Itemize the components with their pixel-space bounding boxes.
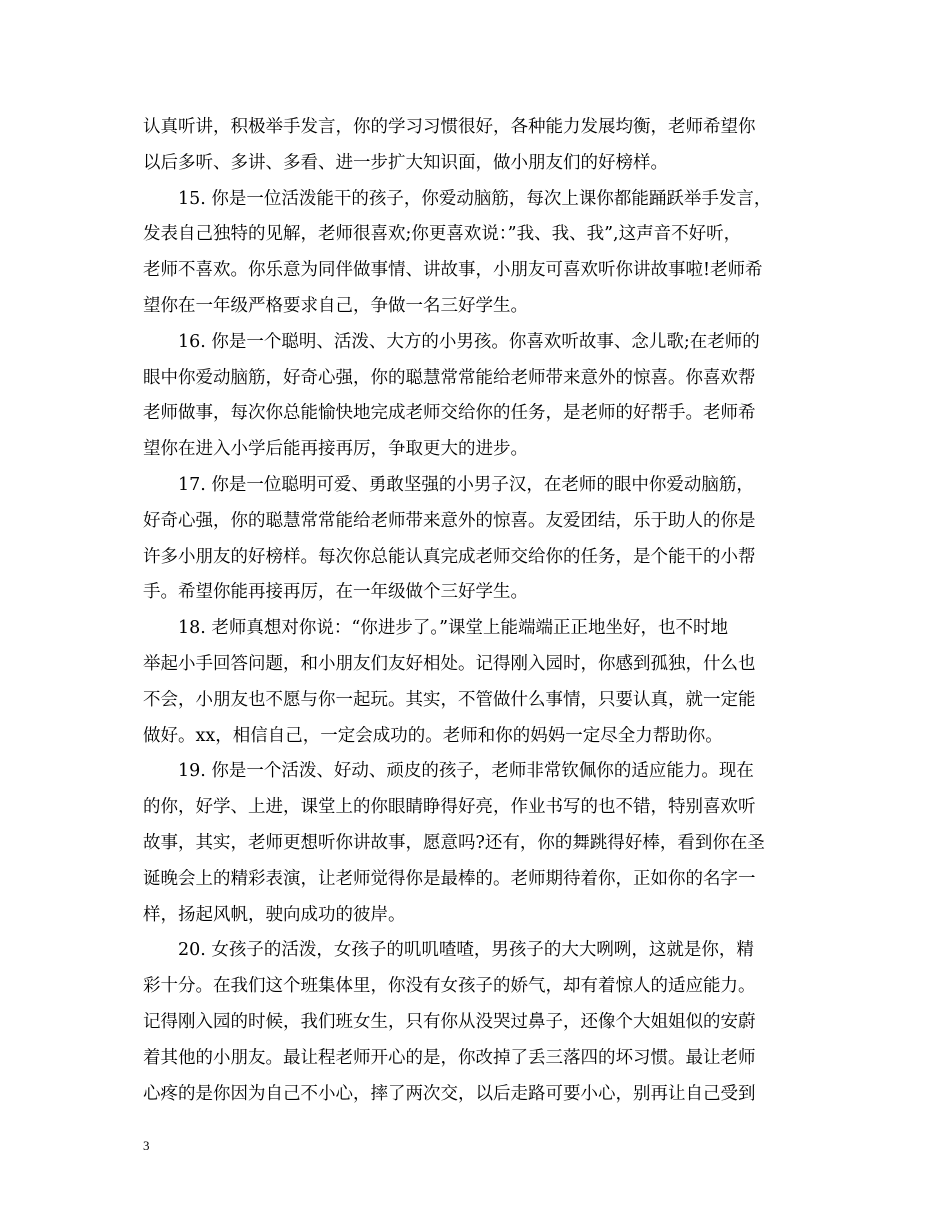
- text-line: 16. 你是一个聪明、活泼、大方的小男孩。你喜欢听故事、念儿歌;在老师的: [178, 331, 760, 352]
- text-line: 记得刚入园的时候，我们班女生，只有你从没哭过鼻子，还像个大姐姐似的安蔚: [143, 1011, 756, 1032]
- page-number: 3: [143, 1138, 150, 1153]
- paragraph-17: [143, 468, 808, 611]
- paragraph-19: [143, 754, 808, 933]
- text-line: 手。希望你能再接再厉，在一年级做个三好学生。: [143, 582, 528, 603]
- text-line: 18. 老师真想对你说：“你进步了。”课堂上能端端正正地坐好，也不时地: [178, 618, 729, 639]
- text-line: 19. 你是一个活泼、好动、顽皮的孩子，老师非常钦佩你的适应能力。现在: [178, 761, 754, 782]
- text-line: 老师做事，每次你总能愉快地完成老师交给你的任务，是老师的好帮手。老师希: [143, 403, 756, 424]
- text-line: 以后多听、多讲、多看、进一步扩大知识面，做小朋友们的好榜样。: [143, 152, 668, 173]
- paragraph-15: [143, 182, 808, 325]
- text-line: 样，扬起风帆，驶向成功的彼岸。: [143, 904, 406, 925]
- text-line: 着其他的小朋友。最让程老师开心的是，你改掉了丢三落四的坏习惯。最让老师: [143, 1047, 756, 1068]
- text-line: 许多小朋友的好榜样。每次你总能认真完成老师交给你的任务，是个能干的小帮: [143, 546, 756, 567]
- text-line: 老师不喜欢。你乐意为同伴做事情、讲故事，小朋友可喜欢听你讲故事啦!老师希: [143, 260, 763, 281]
- text-line: 不会，小朋友也不愿与你一起玩。其实，不管做什么事情，只要认真，就一定能: [143, 689, 756, 710]
- text-line: 20. 女孩子的活泼，女孩子的叽叽喳喳，男孩子的大大咧咧，这就是你，精: [178, 940, 754, 961]
- text-line: 做好。xx，相信自己，一定会成功的。老师和你的妈妈一定尽全力帮助你。: [143, 725, 723, 746]
- paragraph-20: [143, 933, 808, 1112]
- text-line: 认真听讲，积极举手发言，你的学习习惯很好，各种能力发展均衡，老师希望你: [143, 117, 756, 137]
- text-line: 彩十分。在我们这个班集体里，你没有女孩子的娇气，却有着惊人的适应能力。: [143, 976, 756, 997]
- text-line: 望你在一年级严格要求自己，争做一名三好学生。: [143, 295, 528, 316]
- paragraph-continued: [143, 110, 808, 182]
- text-line: 眼中你爱动脑筋，好奇心强，你的聪慧常常能给老师带来意外的惊喜。你喜欢帮: [143, 367, 756, 388]
- text-line: 17. 你是一位聪明可爱、勇敢坚强的小男子汉，在老师的眼中你爱动脑筋，: [178, 474, 754, 495]
- text-line: 诞晚会上的精彩表演，让老师觉得你是最棒的。老师期待着你，正如你的名字一: [143, 868, 756, 889]
- text-line: 故事，其实，老师更想听你讲故事，愿意吗?还有，你的舞跳得好棒，看到你在圣: [143, 832, 765, 853]
- text-line: 发表自己独特的见解，老师很喜欢;你更喜欢说：”我、我、我”,这声音不好听，: [143, 224, 742, 245]
- text-line: 望你在进入小学后能再接再厉，争取更大的进步。: [143, 439, 528, 460]
- text-line: 好奇心强，你的聪慧常常能给老师带来意外的惊喜。友爱团结，乐于助人的你是: [143, 510, 756, 531]
- page-body: [143, 110, 808, 1112]
- text-line: 举起小手回答问题，和小朋友们友好相处。记得刚入园时，你感到孤独，什么也: [143, 653, 756, 674]
- text-line: 15. 你是一位活泼能干的孩子，你爱动脑筋，每次上课你都能踊跃举手发言，: [178, 188, 772, 209]
- paragraph-16: [143, 325, 808, 468]
- text-line: 的你，好学、上进，课堂上的你眼睛睁得好亮，作业书写的也不错，特别喜欢听: [143, 797, 756, 818]
- paragraph-18: [143, 611, 808, 754]
- text-line: 心疼的是你因为自己不小心，摔了两次交，以后走路可要小心，别再让自己受到: [143, 1083, 756, 1104]
